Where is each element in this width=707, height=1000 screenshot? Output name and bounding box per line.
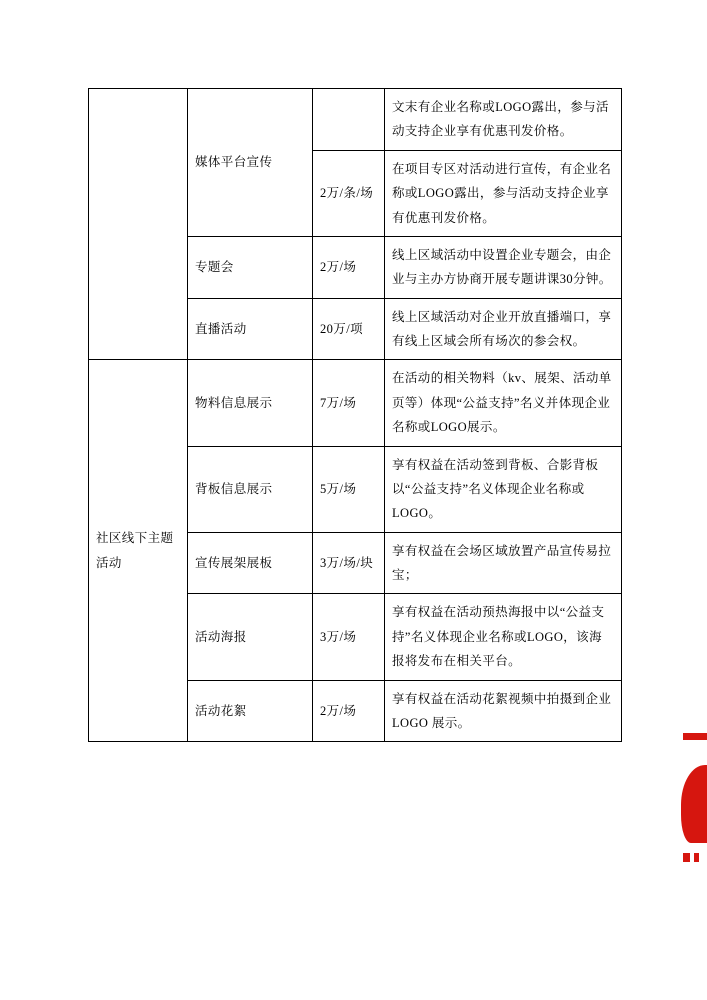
item-cell: 活动海报: [188, 594, 313, 680]
category-cell: 社区线下主题活动: [89, 360, 188, 742]
price-cell: 20万/项: [313, 298, 385, 360]
category-cell: [89, 89, 188, 360]
description-cell: 在活动的相关物料（kv、展架、活动单页等）体现“公益支持”名义并体现企业名称或LOGO展示。: [385, 360, 622, 446]
description-cell: 在项目专区对活动进行宣传，有企业名称或LOGO露出，参与活动支持企业享有优惠刊发价格。: [385, 150, 622, 236]
item-cell: 专题会: [188, 236, 313, 298]
price-cell: [313, 89, 385, 151]
price-cell: 2万/条/场: [313, 150, 385, 236]
red-dot-shape: [683, 853, 690, 862]
item-cell: 活动花絮: [188, 680, 313, 742]
price-cell: 2万/场: [313, 680, 385, 742]
price-cell: 7万/场: [313, 360, 385, 446]
description-cell: 享有权益在活动签到背板、合影背板以“公益支持”名义体现企业名称或LOGO。: [385, 446, 622, 532]
red-dot-shape-2: [694, 853, 699, 862]
description-cell: 文末有企业名称或LOGO露出，参与活动支持企业享有优惠刊发价格。: [385, 89, 622, 151]
item-cell: 背板信息展示: [188, 446, 313, 532]
price-cell: 5万/场: [313, 446, 385, 532]
description-cell: 线上区域活动中设置企业专题会，由企业与主办方协商开展专题讲课30分钟。: [385, 236, 622, 298]
item-cell: 宣传展架展板: [188, 532, 313, 594]
item-cell: 媒体平台宣传: [188, 89, 313, 237]
decorative-red-graphic: [675, 725, 707, 885]
description-cell: 享有权益在会场区域放置产品宣传易拉宝；: [385, 532, 622, 594]
price-cell: 3万/场: [313, 594, 385, 680]
description-cell: 享有权益在活动预热海报中以“公益支持”名义体现企业名称或LOGO，该海报将发布在相关平台。: [385, 594, 622, 680]
price-cell: 3万/场/块: [313, 532, 385, 594]
description-cell: 线上区域活动对企业开放直播端口，享有线上区域会所有场次的参会权。: [385, 298, 622, 360]
item-cell: 直播活动: [188, 298, 313, 360]
description-cell: 享有权益在活动花絮视频中拍摄到企业 LOGO 展示。: [385, 680, 622, 742]
table-row: [89, 89, 622, 151]
table-row: [89, 360, 622, 446]
benefits-table: [88, 88, 622, 742]
price-cell: 2万/场: [313, 236, 385, 298]
red-bar-shape: [683, 733, 707, 740]
item-cell: 物料信息展示: [188, 360, 313, 446]
red-blob-shape: [681, 765, 707, 843]
